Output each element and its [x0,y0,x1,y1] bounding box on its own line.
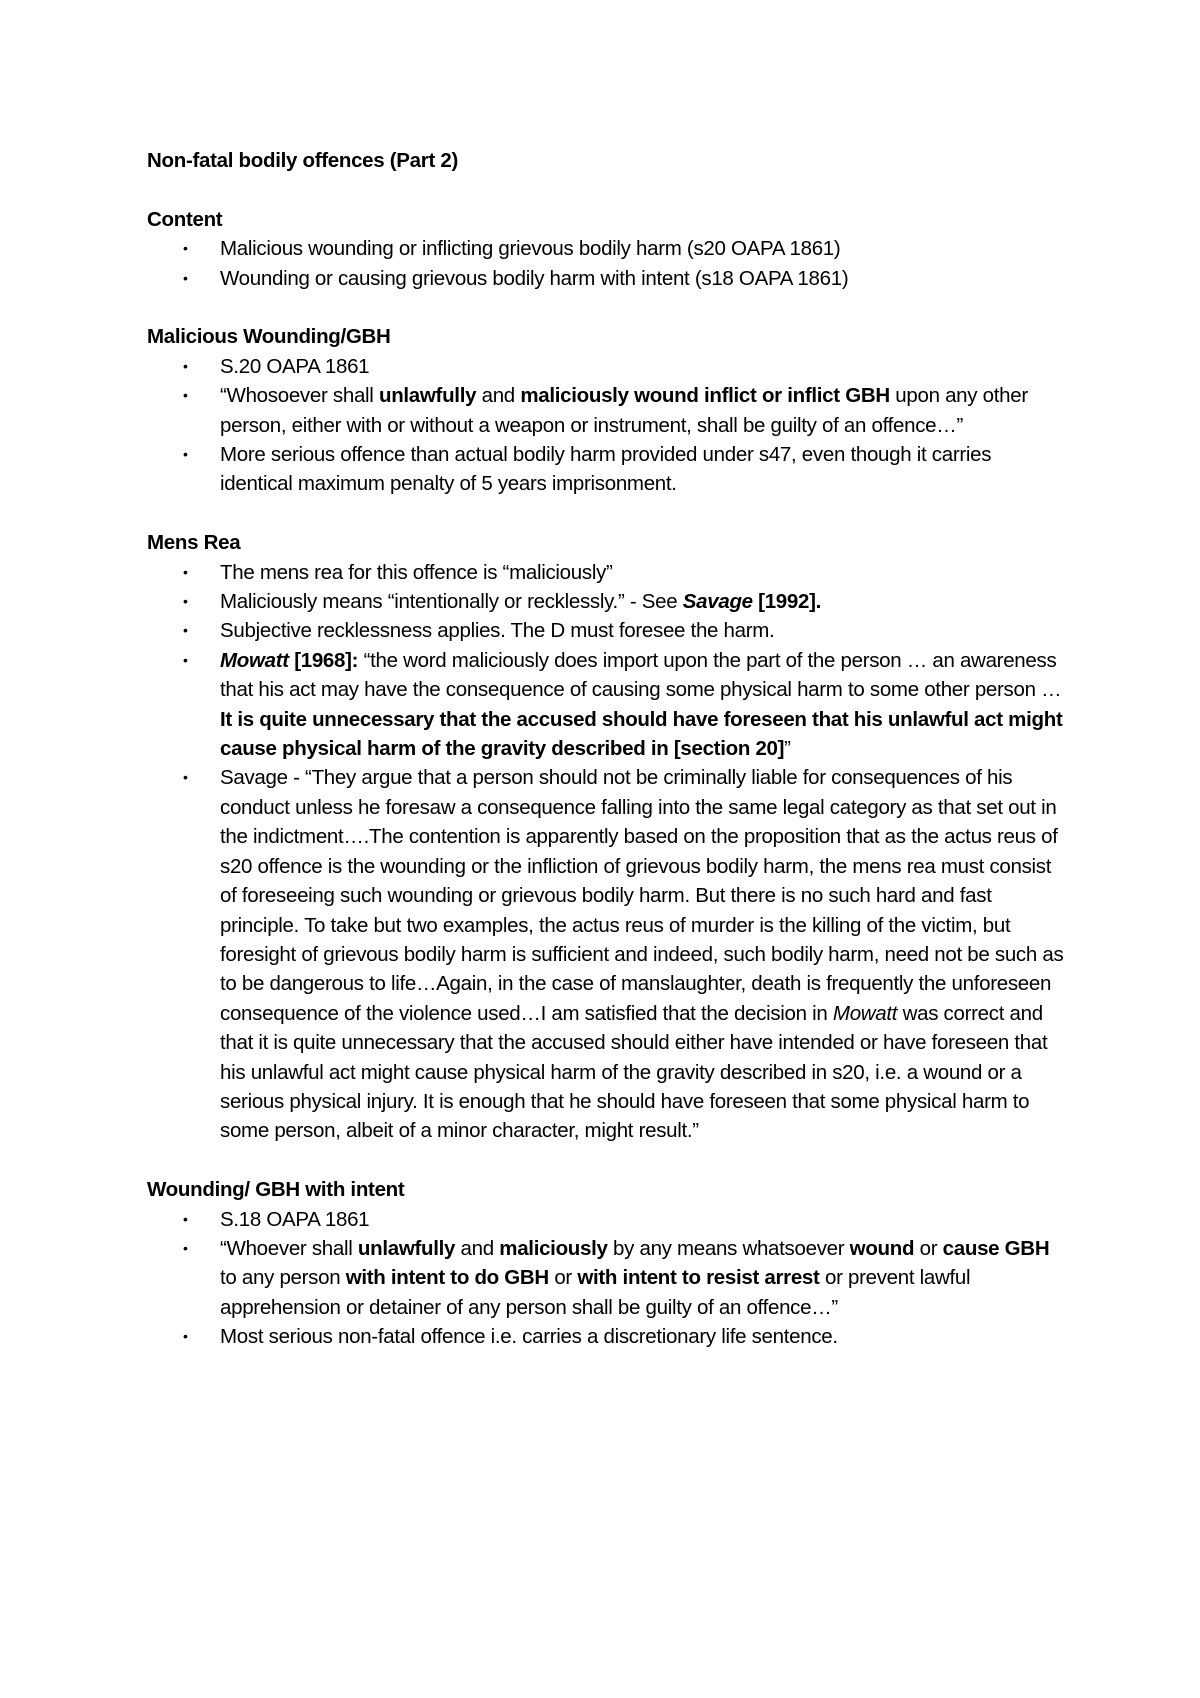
document-title: Non-fatal bodily offences (Part 2) [147,149,459,172]
bullet-text: Mowatt [832,1001,898,1025]
bullet-list [147,558,1067,1146]
bullet-text: with intent to do GBH [345,1266,549,1290]
section-heading: Content [147,207,223,231]
bullet-icon: • [183,651,188,668]
bullet-text: Subjective recklessness applies. The D must foresee the harm. [220,619,775,643]
bullet-icon: • [183,593,188,610]
bullet-text: and [476,384,521,408]
bullet-text: “the word maliciously does import upon the part of the person … an awareness that his act may have the consequence of causing some physical harm to some other person … [220,648,1062,702]
bullet-text: Wounding or causing grievous bodily harm with intent (s18 OAPA 1861) [220,266,849,290]
bullet-text: and [455,1236,500,1260]
bullet-text: by any means whatsoever [607,1236,850,1260]
section-spacer [147,499,1067,528]
bullet-item [147,558,1067,587]
bullet-icon: • [183,1328,188,1345]
bullet-text: The mens rea for this offence is “maliciously” [220,560,613,584]
bullet-icon: • [183,563,188,580]
section-spacer [147,175,1067,204]
bullet-item [147,440,1067,499]
bullet-item [147,587,1067,616]
bullet-icon: • [183,1210,188,1227]
bullet-list [147,234,1067,293]
bullet-item [147,381,1067,440]
bullet-text: cause GBH [942,1236,1050,1260]
bullet-list [147,352,1067,499]
bullet-icon: • [183,1239,188,1256]
bullet-text: [1992]. [752,590,822,614]
bullet-text: Most serious non-fatal offence i.e. carries a discretionary life sentence. [220,1325,838,1349]
section-heading: Mens Rea [147,531,241,555]
bullet-icon: • [183,769,188,786]
bullet-text: or [548,1266,578,1290]
bullet-item [147,1322,1067,1351]
bullet-text: unlawfully [357,1236,456,1260]
bullet-icon: • [183,269,188,286]
bullet-text: Malicious wounding or inflicting grievous bodily harm (s20 OAPA 1861) [220,237,841,261]
bullet-item [147,1234,1067,1322]
bullet-text: unlawfully [378,384,477,408]
bullet-text: It is quite unnecessary that the accused should have foreseen that his unlawful act might cause physical harm of the gravity described in [section 20] [220,707,1063,761]
bullet-text: to any person [220,1266,346,1290]
bullet-icon: • [183,622,188,639]
section-spacer [147,1146,1067,1175]
bullet-text: upon any other person, either with or without a weapon or instrument, shall be guilty of an offence…” [220,384,1028,437]
bullet-icon: • [183,240,188,257]
section-heading: Wounding/ GBH with intent [147,1178,405,1202]
bullet-text: [1968]: [288,648,359,672]
bullet-icon: • [183,387,188,404]
bullet-text: Mowatt [220,648,289,672]
bullet-item [147,234,1067,263]
bullet-item [147,616,1067,645]
bullet-text: wound [849,1236,915,1260]
bullet-item [147,1205,1067,1234]
bullet-text: Savage [682,590,753,614]
bullet-text: maliciously [499,1236,608,1260]
bullet-icon: • [183,357,188,374]
section-spacer [147,293,1067,322]
bullet-item [147,646,1067,764]
bullet-text: or prevent lawful apprehension or detainer of any person shall be guilty of an offence…” [220,1266,971,1319]
bullet-text: S.18 OAPA 1861 [220,1207,370,1231]
bullet-list [147,1205,1067,1352]
bullet-text: was correct and that it is quite unnecessary that the accused should either have intended or have foreseen that his unlawful act might cause physical harm of the gravity described in s20, i.e. a wound or a serious physical injury. It is enough that he should have foreseen that some physical harm to some person, albeit of a minor character, might result.” [220,1001,1048,1143]
sections-container [147,175,1067,1351]
bullet-text: “Whosoever shall [220,384,379,408]
bullet-text: ” [784,737,791,761]
section-heading: Malicious Wounding/GBH [147,325,391,349]
bullet-item [147,264,1067,293]
bullet-text: or [914,1236,943,1260]
bullet-text: More serious offence than actual bodily harm provided under s47, even though it carries identical maximum penalty of 5 years imprisonment. [220,443,992,496]
bullet-text: Savage - “They argue that a person should not be criminally liable for consequences of his conduct unless he foresaw a consequence falling into the same legal category as that set out in the indictment….The contention is apparently based on the proposition that as the actus reus of s20 offence is the wounding or the infliction of grievous bodily harm, the mens rea must consist of foreseeing such wounding or grievous bodily harm. But there is no such hard and fast principle. To take but two examples, the actus reus of murder is the killing of the victim, but foresight of grievous bodily harm is sufficient and indeed, such bodily harm, need not be such as to be dangerous to life…Again, in the case of manslaughter, death is frequently the unforeseen consequence of the violence used…I am satisfied that the decision in [220,766,1064,1025]
bullet-text: S.20 OAPA 1861 [220,354,370,378]
bullet-text: with intent to resist arrest [577,1266,820,1290]
document-body [147,146,1067,1352]
bullet-text: Maliciously means “intentionally or recklessly.” - See [220,590,683,614]
bullet-text: “Whoever shall [220,1236,358,1260]
bullet-item [147,352,1067,381]
bullet-item [147,763,1067,1145]
bullet-icon: • [183,446,188,463]
bullet-text: maliciously wound inflict or inflict GBH [520,384,890,408]
